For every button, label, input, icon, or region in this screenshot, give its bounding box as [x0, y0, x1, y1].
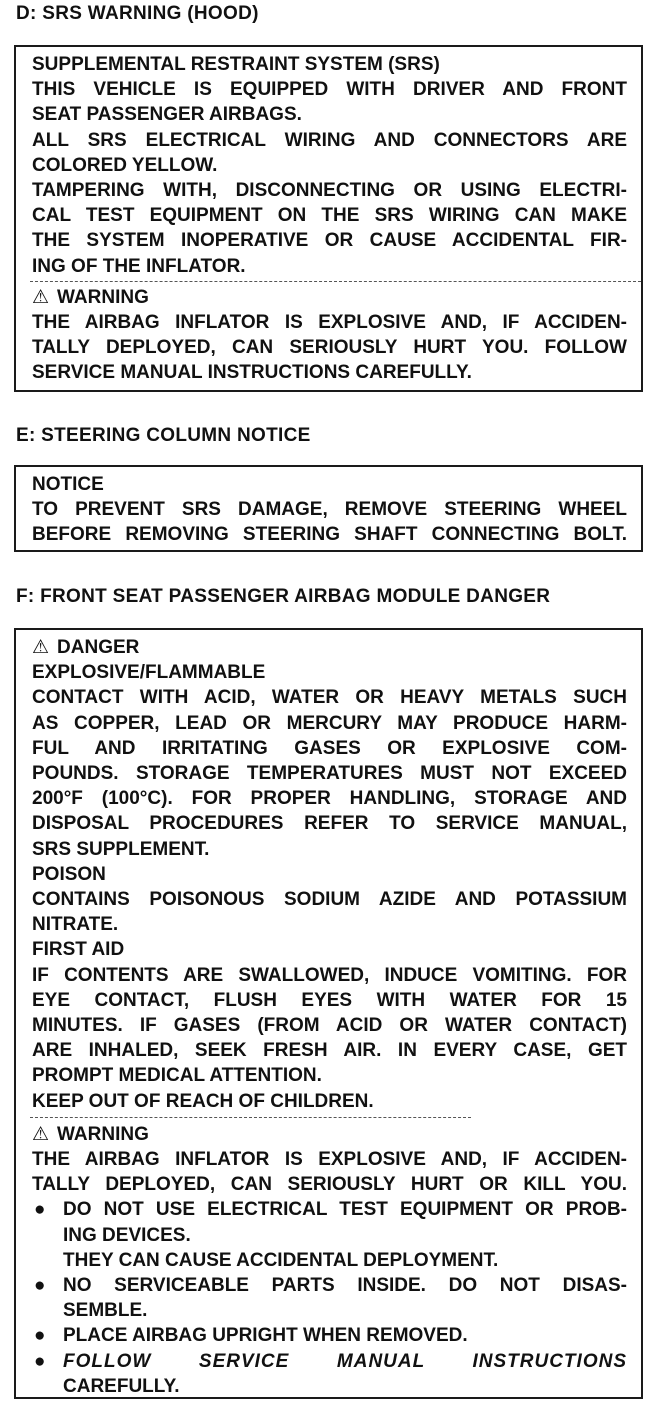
- danger-block: [16, 630, 641, 1117]
- text-line: ALL SRS ELECTRICAL WIRING AND CONNECTORS ARE: [32, 129, 627, 151]
- text-line: DISPOSAL PROCEDURES REFER TO SERVICE MANUAL,: [32, 813, 627, 835]
- text-line: CAREFULLY.: [63, 1375, 180, 1397]
- warning-heading: [32, 285, 627, 310]
- text-line: EXPLOSIVE/FLAMMABLE: [32, 662, 266, 684]
- text-line: FUL AND IRRITATING GASES OR EXPLOSIVE COM-: [32, 737, 627, 759]
- warning-title: WARNING: [57, 1123, 149, 1145]
- text-line: CONTACT WITH ACID, WATER OR HEAVY METALS SUCH: [32, 687, 627, 709]
- text-line: SEMBLE.: [63, 1300, 148, 1322]
- steering-notice-label: [14, 465, 643, 552]
- text-line: 200°F (100°C). FOR PROPER HANDLING, STORAGE AND: [32, 788, 627, 810]
- text-line: THEY CAN CAUSE ACCIDENTAL DEPLOYMENT.: [63, 1249, 499, 1271]
- section-f-heading: F: FRONT SEAT PASSENGER AIRBAG MODULE DANGER: [16, 586, 551, 607]
- bullet-icon: ●: [34, 1325, 46, 1347]
- text-line: DO NOT USE ELECTRICAL TEST EQUIPMENT OR PROB-: [63, 1199, 627, 1221]
- text-line: TAMPERING WITH, DISCONNECTING OR USING ELECTRI-: [32, 180, 627, 202]
- text-line: PROMPT MEDICAL ATTENTION.: [32, 1065, 322, 1087]
- text-line: ARE INHALED, SEEK FRESH AIR. IN EVERY CASE, GET: [32, 1040, 627, 1062]
- text-line: SEAT PASSENGER AIRBAGS.: [32, 104, 302, 126]
- text-line: MINUTES. IF GASES (FROM ACID OR WATER CONTACT): [32, 1015, 627, 1037]
- section-e-heading: E: STEERING COLUMN NOTICE: [16, 425, 311, 446]
- warning-triangle-icon: ⚠: [32, 286, 50, 308]
- text-line: COLORED YELLOW.: [32, 154, 218, 176]
- srs-warning-label: [14, 45, 643, 392]
- srs-warning-block: [16, 282, 641, 390]
- text-line: ING OF THE INFLATOR.: [32, 255, 246, 277]
- text-line: EYE CONTACT, FLUSH EYES WITH WATER FOR 15: [32, 989, 627, 1011]
- text-line: THIS VEHICLE IS EQUIPPED WITH DRIVER AND FRONT: [32, 79, 627, 101]
- text-line: POUNDS. STORAGE TEMPERATURES MUST NOT EXCEED: [32, 763, 627, 785]
- text-line: NITRATE.: [32, 914, 119, 936]
- text-line: KEEP OUT OF REACH OF CHILDREN.: [32, 1090, 374, 1112]
- danger-title: DANGER: [57, 637, 140, 658]
- text-line: ING DEVICES.: [63, 1224, 191, 1246]
- warning-title: WARNING: [57, 286, 149, 308]
- text-line: TO PREVENT SRS DAMAGE, REMOVE STEERING WHEEL: [32, 499, 627, 521]
- airbag-danger-label: [14, 628, 643, 1399]
- text-line: IF CONTENTS ARE SWALLOWED, INDUCE VOMITING. FOR: [32, 964, 627, 986]
- bullet-item: [32, 1273, 627, 1323]
- text-line: SRS SUPPLEMENT.: [32, 838, 210, 860]
- danger-triangle-icon: ⚠: [32, 637, 50, 658]
- notice-title: NOTICE: [32, 474, 104, 495]
- warning-triangle-icon: ⚠: [32, 1123, 50, 1145]
- notice-block: [16, 467, 641, 550]
- text-line: SERVICE MANUAL INSTRUCTIONS CAREFULLY.: [32, 362, 472, 384]
- bullet-icon: ●: [34, 1275, 46, 1297]
- text-line: FIRST AID: [32, 939, 125, 961]
- text-line: THE AIRBAG INFLATOR IS EXPLOSIVE AND, IF ACCIDEN-: [32, 1149, 627, 1171]
- bullet-item: [32, 1197, 627, 1273]
- srs-info-block: [16, 47, 641, 281]
- text-line: THE AIRBAG INFLATOR IS EXPLOSIVE AND, IF ACCIDEN-: [32, 312, 627, 334]
- text-line: FOLLOW SERVICE MANUAL INSTRUCTIONS: [63, 1350, 627, 1372]
- text-line: PLACE AIRBAG UPRIGHT WHEN REMOVED.: [63, 1325, 468, 1347]
- passenger-warning-block: [16, 1118, 641, 1403]
- text-line: THE SYSTEM INOPERATIVE OR CAUSE ACCIDENTAL FIR-: [32, 230, 627, 252]
- text-line: CONTAINS POISONOUS SODIUM AZIDE AND POTASSIUM: [32, 889, 627, 911]
- text-line: BEFORE REMOVING STEERING SHAFT CONNECTING BOLT.: [32, 524, 627, 546]
- bullet-item: [32, 1323, 627, 1348]
- bullet-icon: ●: [34, 1350, 46, 1372]
- bullet-item: [32, 1349, 627, 1399]
- text-line: TALLY DEPLOYED, CAN SERIOUSLY HURT YOU. FOLLOW: [32, 337, 627, 359]
- text-line: POISON: [32, 863, 106, 885]
- bullet-icon: ●: [34, 1199, 46, 1221]
- danger-heading: [32, 635, 627, 660]
- text-line: TALLY DEPLOYED, CAN SERIOUSLY HURT OR KILL YOU.: [32, 1174, 627, 1196]
- srs-title-line: SUPPLEMENTAL RESTRAINT SYSTEM (SRS): [32, 54, 440, 75]
- text-line: NO SERVICEABLE PARTS INSIDE. DO NOT DISAS-: [63, 1275, 627, 1297]
- section-d-heading: D: SRS WARNING (HOOD): [16, 3, 259, 24]
- warning-heading: [32, 1122, 627, 1147]
- text-line: CAL TEST EQUIPMENT ON THE SRS WIRING CAN MAKE: [32, 205, 627, 227]
- text-line: AS COPPER, LEAD OR MERCURY MAY PRODUCE HARM-: [32, 712, 627, 734]
